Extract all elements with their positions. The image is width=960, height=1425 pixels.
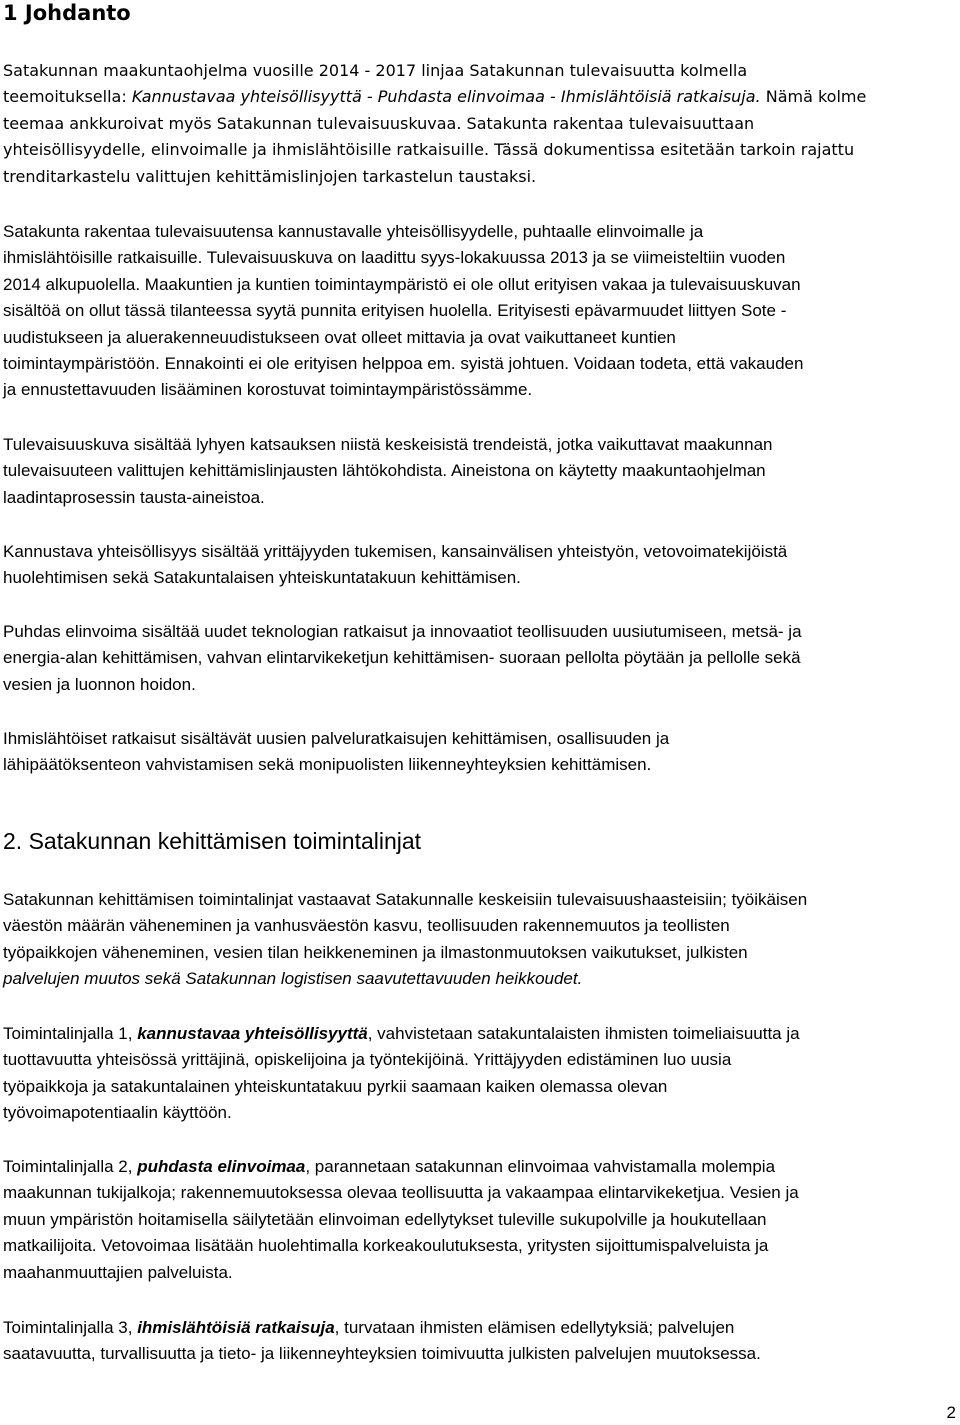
text-line: toimintaympäristöön. Ennakointi ei ole erityisen helppoa em. syistä johtuen. Voidaan todeta, että vakauden	[3, 354, 804, 374]
intro-paragraph	[3, 58, 953, 190]
text-line: tuottavuutta yhteisössä yrittäjinä, opiskelijoina ja työntekijöinä. Yrittäjyyden edistäminen luo uusia	[3, 1050, 732, 1070]
paragraph-trendit	[3, 432, 953, 511]
text-line: maahanmuuttajien palveluista.	[3, 1262, 233, 1282]
paragraph-tulevaisuuskuva	[3, 219, 953, 404]
text-line: Satakunnan kehittämisen toimintalinjat vastaavat Satakunnalle keskeisiin tulevaisuushaasteisiin; työikäisen	[3, 890, 808, 909]
text-line: yhteisöllisyydelle, elinvoimalle ja ihmislähtöisille ratkaisuille. Tässä dokumentissa esitetään tarkoin rajattu	[3, 140, 855, 160]
text-line: sisältöä on ollut tässä tilanteessa syytä punnita erityisen huolella. Erityisesti epävarmuudet liittyen Sote -	[3, 301, 787, 321]
text-line: 2014 alkupuolella. Maakuntien ja kuntien toimintaympäristö ei ole ollut erityisen vakaa ja tulevaisuuskuvan	[3, 274, 801, 294]
paragraph-ihmislahtoiset	[3, 726, 953, 779]
text-line: teemoituksella: Kannustavaa yhteisöllisyyttä - Puhdasta elinvoimaa - Ihmislähtöisiä ratkaisuja. Nämä kolme	[3, 87, 867, 107]
paragraph-puhdas	[3, 619, 953, 698]
section-heading-1: 1 Johdanto	[3, 1, 131, 25]
paragraph-kannustava	[3, 539, 953, 592]
text-line: työpaikkoja ja satakuntalainen yhteiskuntatakuu pyrkii saamaan kaiken olemassa olevan	[3, 1076, 668, 1096]
text-line: työvoimapotentiaalin käyttöön.	[3, 1103, 232, 1123]
text-line: ja ennustettavuuden lisääminen korostuvat toimintaympäristössämme.	[3, 380, 533, 400]
emphasis-kannustavaa: kannustavaa yhteisöllisyyttä	[137, 1024, 368, 1043]
text-line: Toimintalinjalla 3, ihmislähtöisiä ratkaisuja, turvataan ihmisten elämisen edellytyksiä; palvelujen	[3, 1318, 735, 1337]
italic-phrase: palvelujen muutos sekä Satakunnan logistisen saavutettavuuden heikkoudet.	[3, 969, 583, 989]
text-line: lähipäätöksenteon vahvistamisen sekä monipuolisten liikenneyhteyksien kehittämisen.	[3, 755, 652, 775]
text-line: Kannustava yhteisöllisyys sisältää yrittäjyyden tukemisen, kansainvälisen yhteistyön, vetovoimatekijöistä	[3, 542, 788, 561]
text-line: väestön määrän väheneminen ja vanhusväestön kasvu, teollisuuden rakennemuutos ja teollisten	[3, 916, 730, 936]
text-line: Puhdas elinvoima sisältää uudet teknologian ratkaisut ja innovaatiot teollisuuden uusiutumiseen, metsä- ja	[3, 622, 802, 641]
text-line: uudistukseen ja aluerakenneuudistukseen ovat olleet mittavia ja ovat vaikuttaneet kuntien	[3, 327, 676, 347]
page-number: 2	[946, 1403, 956, 1422]
emphasis-puhdasta: puhdasta elinvoimaa	[137, 1157, 306, 1176]
text-line: Toimintalinjalla 1, kannustavaa yhteisöllisyyttä, vahvistetaan satakuntalaisten ihmisten toimeliaisuutta ja	[3, 1024, 800, 1043]
text-line: Toimintalinjalla 2, puhdasta elinvoimaa, parannetaan satakunnan elinvoimaa vahvistamalla molempia	[3, 1157, 776, 1176]
themes-italic: Kannustavaa yhteisöllisyyttä - Puhdasta elinvoimaa - Ihmislähtöisiä ratkaisuja.	[131, 87, 761, 107]
text-line: matkailijoita. Vetovoimaa lisätään huolehtimalla korkeakoulutuksesta, yritysten sijoittumispalveluista ja	[3, 1236, 769, 1256]
text-line: ihmislähtöisille ratkaisuille. Tulevaisuuskuva on laadittu syys-lokakuussa 2013 ja se viimeisteltiin vuoden	[3, 248, 786, 268]
emphasis-ihmislahtoisia: ihmislähtöisiä ratkaisuja	[137, 1318, 335, 1337]
text-line: laadintaprosessin tausta-aineistoa.	[3, 487, 265, 507]
text-line: saatavuutta, turvallisuutta ja tieto- ja liikenneyhteyksien toimivuutta julkisten palvelujen muutoksessa.	[3, 1344, 761, 1364]
text-line: trenditarkastelu valittujen kehittämislinjojen tarkastelun taustaksi.	[3, 166, 537, 186]
text-line: teemaa ankkuroivat myös Satakunnan tulevaisuuskuvaa. Satakunta rakentaa tulevaisuuttaan	[3, 113, 755, 133]
text-line: maakunnan tukijalkoja; rakennemuutoksessa olevaa teollisuutta ja vakaampaa elintarvikeketjua. Vesien ja	[3, 1183, 799, 1203]
text-line: vesien ja luonnon hoidon.	[3, 674, 196, 694]
section-heading-2: 2. Satakunnan kehittämisen toimintalinjat	[3, 828, 422, 854]
text-line: työpaikkojen väheneminen, vesien tilan heikkeneminen ja ilmastonmuutoksen vaikutukset, julkisten	[3, 942, 748, 962]
text-line: Satakunnan maakuntaohjelma vuosille 2014 - 2017 linjaa Satakunnan tulevaisuutta kolmella	[3, 61, 748, 80]
paragraph-toimintalinja-3	[3, 1315, 953, 1368]
text-line: muun ympäristön hoitamisella säilytetään elinvoiman edellytykset tuleville sukupolville ja houkutellaan	[3, 1209, 767, 1229]
text-line: huolehtimisen sekä Satakuntalaisen yhteiskuntatakuun kehittämisen.	[3, 568, 521, 588]
text-line: Ihmislähtöiset ratkaisut sisältävät uusien palveluratkaisujen kehittämisen, osallisuuden ja	[3, 729, 670, 748]
text-line: tulevaisuuteen valittujen kehittämislinjausten lähtökohdista. Aineistona on käytetty maakuntaohjelman	[3, 461, 766, 481]
paragraph-toimintalinja-2	[3, 1154, 953, 1286]
paragraph-toimintalinja-1	[3, 1021, 953, 1127]
text-line: Tulevaisuuskuva sisältää lyhyen katsauksen niistä keskeisistä trendeistä, jotka vaikuttavat maakunnan	[3, 435, 773, 454]
text-line: Satakunta rakentaa tulevaisuutensa kannustavalle yhteisöllisyydelle, puhtaalle elinvoimalle ja	[3, 222, 704, 241]
text-line	[3, 966, 953, 992]
text-line: energia-alan kehittämisen, vahvan elintarvikeketjun kehittämisen- suoraan pellolta pöytään ja pellolle sekä	[3, 648, 801, 668]
paragraph-toimintalinjat	[3, 887, 953, 993]
